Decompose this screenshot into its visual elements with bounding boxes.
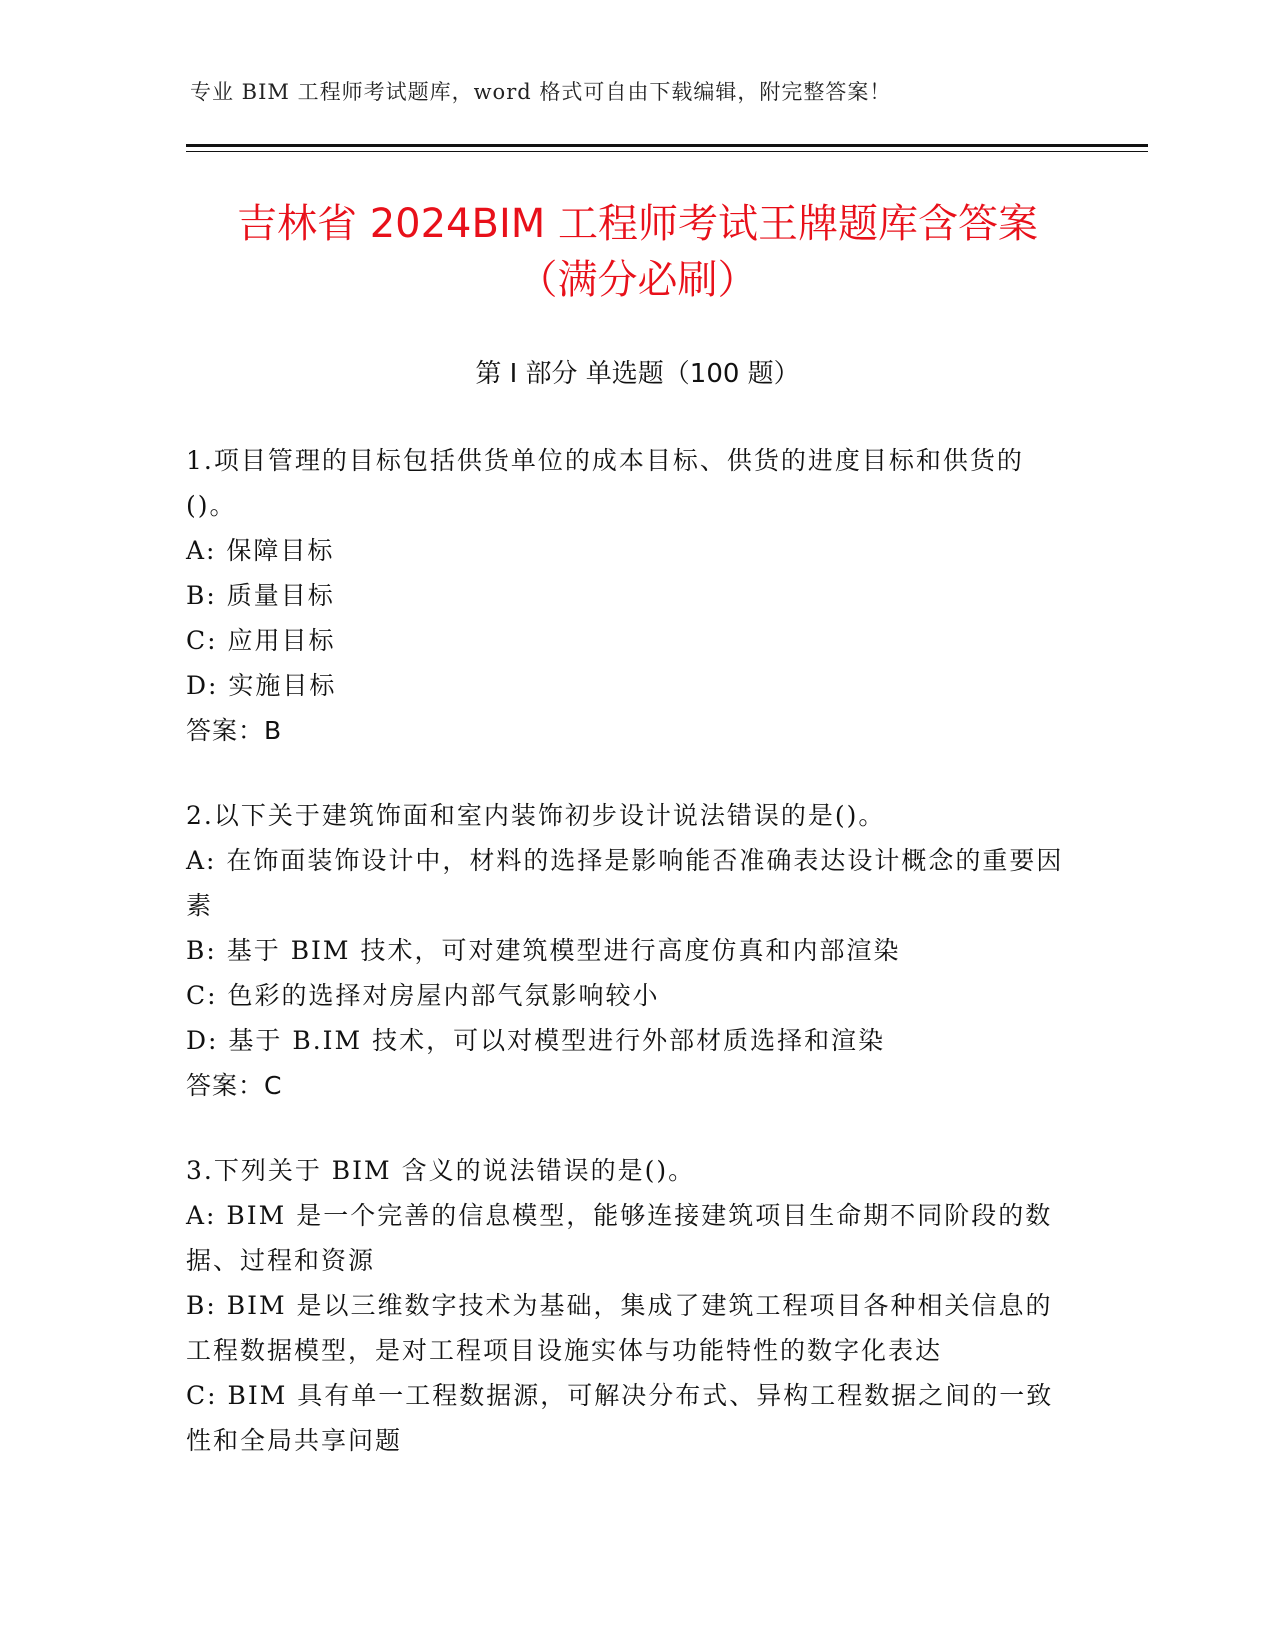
option-c: C: BIM 具有单一工程数据源，可解决分布式、异构工程数据之间的一致性和全局共享问题 <box>186 1381 1054 1455</box>
question-stem: 1.项目管理的目标包括供货单位的成本目标、供货的进度目标和供货的()。 <box>186 446 1024 520</box>
question-stem: 2.以下关于建筑饰面和室内装饰初步设计说法错误的是()。 <box>186 801 886 830</box>
answer-label: 答案： <box>186 1071 265 1100</box>
question-1 <box>186 438 1066 753</box>
answer-value: B <box>264 716 283 745</box>
answer-label: 答案： <box>186 716 265 745</box>
answer-value: C <box>264 1071 283 1100</box>
option-b: B: 基于 BIM 技术，可对建筑模型进行高度仿真和内部渲染 <box>186 936 901 965</box>
option-b: B: 质量目标 <box>186 581 335 610</box>
option-a: A: BIM 是一个完善的信息模型，能够连接建筑项目生命期不同阶段的数据、过程和资源 <box>186 1201 1053 1275</box>
header-note: 专业 BIM 工程师考试题库，word 格式可自由下载编辑，附完整答案！ <box>190 80 892 104</box>
answer <box>186 1063 1066 1108</box>
document-title-line-1: 吉林省 2024BIM 工程师考试王牌题库含答案 <box>237 201 1038 247</box>
option-d: D: 基于 B.IM 技术，可以对模型进行外部材质选择和渲染 <box>186 1026 886 1055</box>
question-3 <box>186 1148 1066 1463</box>
question-stem: 3.下列关于 BIM 含义的说法错误的是()。 <box>186 1156 696 1185</box>
header-rule-thin <box>186 151 1148 152</box>
option-a: A: 在饰面装饰设计中，材料的选择是影响能否准确表达设计概念的重要因素 <box>186 846 1064 920</box>
section-title: 第 I 部分 单选题（100 题） <box>475 359 800 389</box>
question-2 <box>186 793 1066 1108</box>
option-a: A: 保障目标 <box>186 536 335 565</box>
option-c: C: 应用目标 <box>186 626 336 655</box>
header-rule-thick <box>186 144 1148 147</box>
option-b: B: BIM 是以三维数字技术为基础，集成了建筑工程项目各种相关信息的工程数据模型，是对工程项目设施实体与功能特性的数字化表达 <box>186 1291 1053 1365</box>
document-title <box>150 196 1125 308</box>
answer <box>186 708 1066 753</box>
option-d: D: 实施目标 <box>186 671 337 700</box>
option-c: C: 色彩的选择对房屋内部气氛影响较小 <box>186 981 660 1010</box>
question-list <box>186 438 1066 1503</box>
document-title-line-2: （满分必刷） <box>517 257 758 303</box>
